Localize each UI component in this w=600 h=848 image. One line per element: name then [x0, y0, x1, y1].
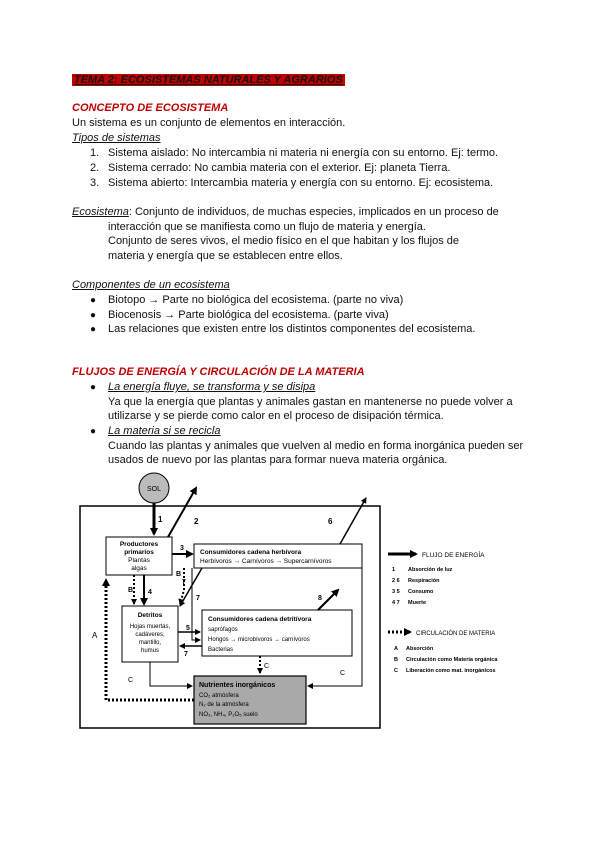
nutrientes-line: NO₃, NH₄, P₂O₅ suelo [199, 712, 258, 718]
productores-line: primarios [124, 549, 154, 556]
arrow-2 [168, 488, 196, 537]
num-label: 5 [186, 625, 190, 632]
tipo-item [90, 176, 493, 190]
legend-key: 1 [392, 567, 396, 573]
flujo-line: Ya que la energía que plantas y animales gastan en mantenerse no puede volver a [108, 396, 513, 408]
tipo-item [90, 146, 498, 160]
letter-label: B [128, 587, 134, 594]
num-label: 4 [148, 589, 152, 596]
bullet-icon: ● [90, 324, 97, 335]
detritos-line: humus [140, 648, 160, 654]
bullet-icon: ● [90, 310, 97, 321]
legend-matter-title: CIRCULACIÓN DE MATERIA [416, 631, 496, 637]
tipo-num: 3. [90, 177, 100, 189]
bullet-icon: ● [90, 426, 97, 437]
legend-value: Respiración [408, 578, 440, 584]
herbivora-title: Consumidores cadena herbívora [200, 549, 302, 556]
arrow-6 [340, 498, 366, 544]
ecosistema-label: Ecosistema [72, 206, 129, 218]
legend-value: Absorción [406, 646, 434, 652]
herbivora-chain: Herbívoros → Carnívoros → Supercarnívoros [200, 558, 332, 565]
letter-label: C [128, 677, 134, 684]
title-text: TEMA 2: ECOSISTEMAS NATURALES Y AGRARIOS [74, 74, 343, 86]
ecosystem-diagram [72, 470, 532, 732]
legend-key: 3 5 [392, 589, 400, 595]
componente-text: Biocenosis → Parte biológica del ecosistema. (parte viva) [108, 309, 389, 321]
heading-flujos: FLUJOS DE ENERGÍA Y CIRCULACIÓN DE LA MATERIA [72, 366, 365, 378]
legend-key: 4 7 [392, 600, 400, 606]
flujo-item-title [90, 380, 315, 395]
legend-key: C [394, 668, 398, 674]
componente-text: Las relaciones que existen entre los distintos componentes del ecosistema. [108, 323, 476, 335]
legend-key: A [394, 646, 398, 652]
letter-label: C [340, 670, 346, 677]
num-label: 7 [196, 595, 200, 602]
page-title [72, 73, 345, 87]
legend-value: Circulación como Materia orgánica [406, 657, 498, 663]
tipo-text: Sistema aislado: No intercambia ni materia ni energía con su entorno. Ej: termo. [108, 147, 499, 159]
flujo-line: usados de nuevo por las plantas para formar nueva materia orgánica. [108, 454, 448, 466]
ecosistema-def-line: : Conjunto de individuos, de muchas especies, implicados en un proceso de [128, 206, 499, 218]
componentes-label: Componentes de un ecosistema [72, 279, 230, 291]
tipo-num: 1. [90, 147, 100, 159]
legend-key: 2 6 [392, 578, 400, 584]
letter-label: C [264, 663, 270, 670]
flujo-title: La energía fluye, se transforma y se disipa [108, 381, 316, 393]
arrow-c1 [150, 662, 192, 686]
intro-text: Un sistema es un conjunto de elementos en interacción. [72, 117, 346, 129]
legend-energy-title: FLUJO DE ENERGÍA [422, 552, 485, 559]
num-label: 7 [182, 579, 186, 586]
flujo-item-title [90, 424, 221, 439]
detritivora-line: Bacterias [208, 647, 234, 653]
detritos-line: cadáveres, [135, 632, 165, 638]
detritos-line: Hojas muertas, [129, 624, 171, 630]
num-label: 8 [318, 595, 322, 602]
productores-line: Productores [119, 541, 159, 548]
letter-label: A [92, 631, 98, 640]
tipo-item [90, 161, 450, 175]
ecosistema-def-line: materia y energía que se establecen entre ellos. [108, 250, 343, 262]
letter-label: B [176, 571, 182, 578]
nutrientes-line: N₂ de la atmósfera [199, 702, 249, 708]
bullet-icon: ● [90, 382, 97, 393]
sol-label: SOL [146, 486, 162, 493]
heading-concepto: CONCEPTO DE ECOSISTEMA [72, 102, 229, 114]
num-label: 7 [184, 651, 188, 658]
legend-key: B [394, 657, 398, 663]
legend-value: Muerte [408, 600, 427, 606]
detritivora-line: saprófagos [208, 627, 238, 633]
detritivora-line: Hongos → microbívoros → carnívoros [208, 637, 310, 643]
detritos-line: Detritos [137, 612, 163, 619]
componente-item [90, 322, 476, 337]
nutrientes-line: CO₂ atmósfera [199, 693, 239, 699]
ecosistema-def-line: interacción que se manifiesta como un flujo de materia y energía. [108, 221, 426, 233]
detritos-line: mantillo, [138, 640, 162, 646]
componente-text: Biotopo → Parte no biológica del ecosistema. (parte no viva) [108, 294, 404, 306]
componente-item [90, 308, 389, 323]
num-label: 1 [158, 515, 163, 524]
ecosistema-def-line: Conjunto de seres vivos, el medio físico en el que habitan y los flujos de [108, 235, 459, 247]
bullet-icon: ● [90, 295, 97, 306]
legend-value: Consumo [408, 589, 434, 595]
detritivora-title: Consumidores cadena detritívora [208, 616, 312, 623]
flujo-title: La materia si se recicla [108, 425, 221, 437]
tipos-label: Tipos de sistemas [72, 132, 161, 144]
num-label: 2 [194, 517, 199, 526]
ecosistema-def [72, 205, 499, 219]
legend-value: Liberación como mat. inorgánicos [406, 668, 496, 674]
tipo-text: Sistema abierto: Intercambia materia y energía con su entorno. Ej: ecosistema. [108, 177, 494, 189]
tipo-num: 2. [90, 162, 100, 174]
nutrientes-title: Nutrientes inorgánicos [199, 682, 276, 689]
num-label: 6 [328, 517, 333, 526]
num-label: 3 [180, 545, 184, 552]
productores-line: algas [131, 565, 147, 572]
flujo-line: Cuando las plantas y animales que vuelven al medio en forma inorgánica pueden ser [108, 440, 524, 452]
tipo-text: Sistema cerrado: No cambia materia con el exterior. Ej: planeta Tierra. [108, 162, 451, 174]
flujo-line: utilizarse y se pierde como calor en el proceso de disipación térmica. [108, 410, 444, 422]
componente-item [90, 293, 403, 308]
productores-line: Plantas [128, 557, 150, 564]
legend-value: Absorción de luz [408, 567, 453, 573]
